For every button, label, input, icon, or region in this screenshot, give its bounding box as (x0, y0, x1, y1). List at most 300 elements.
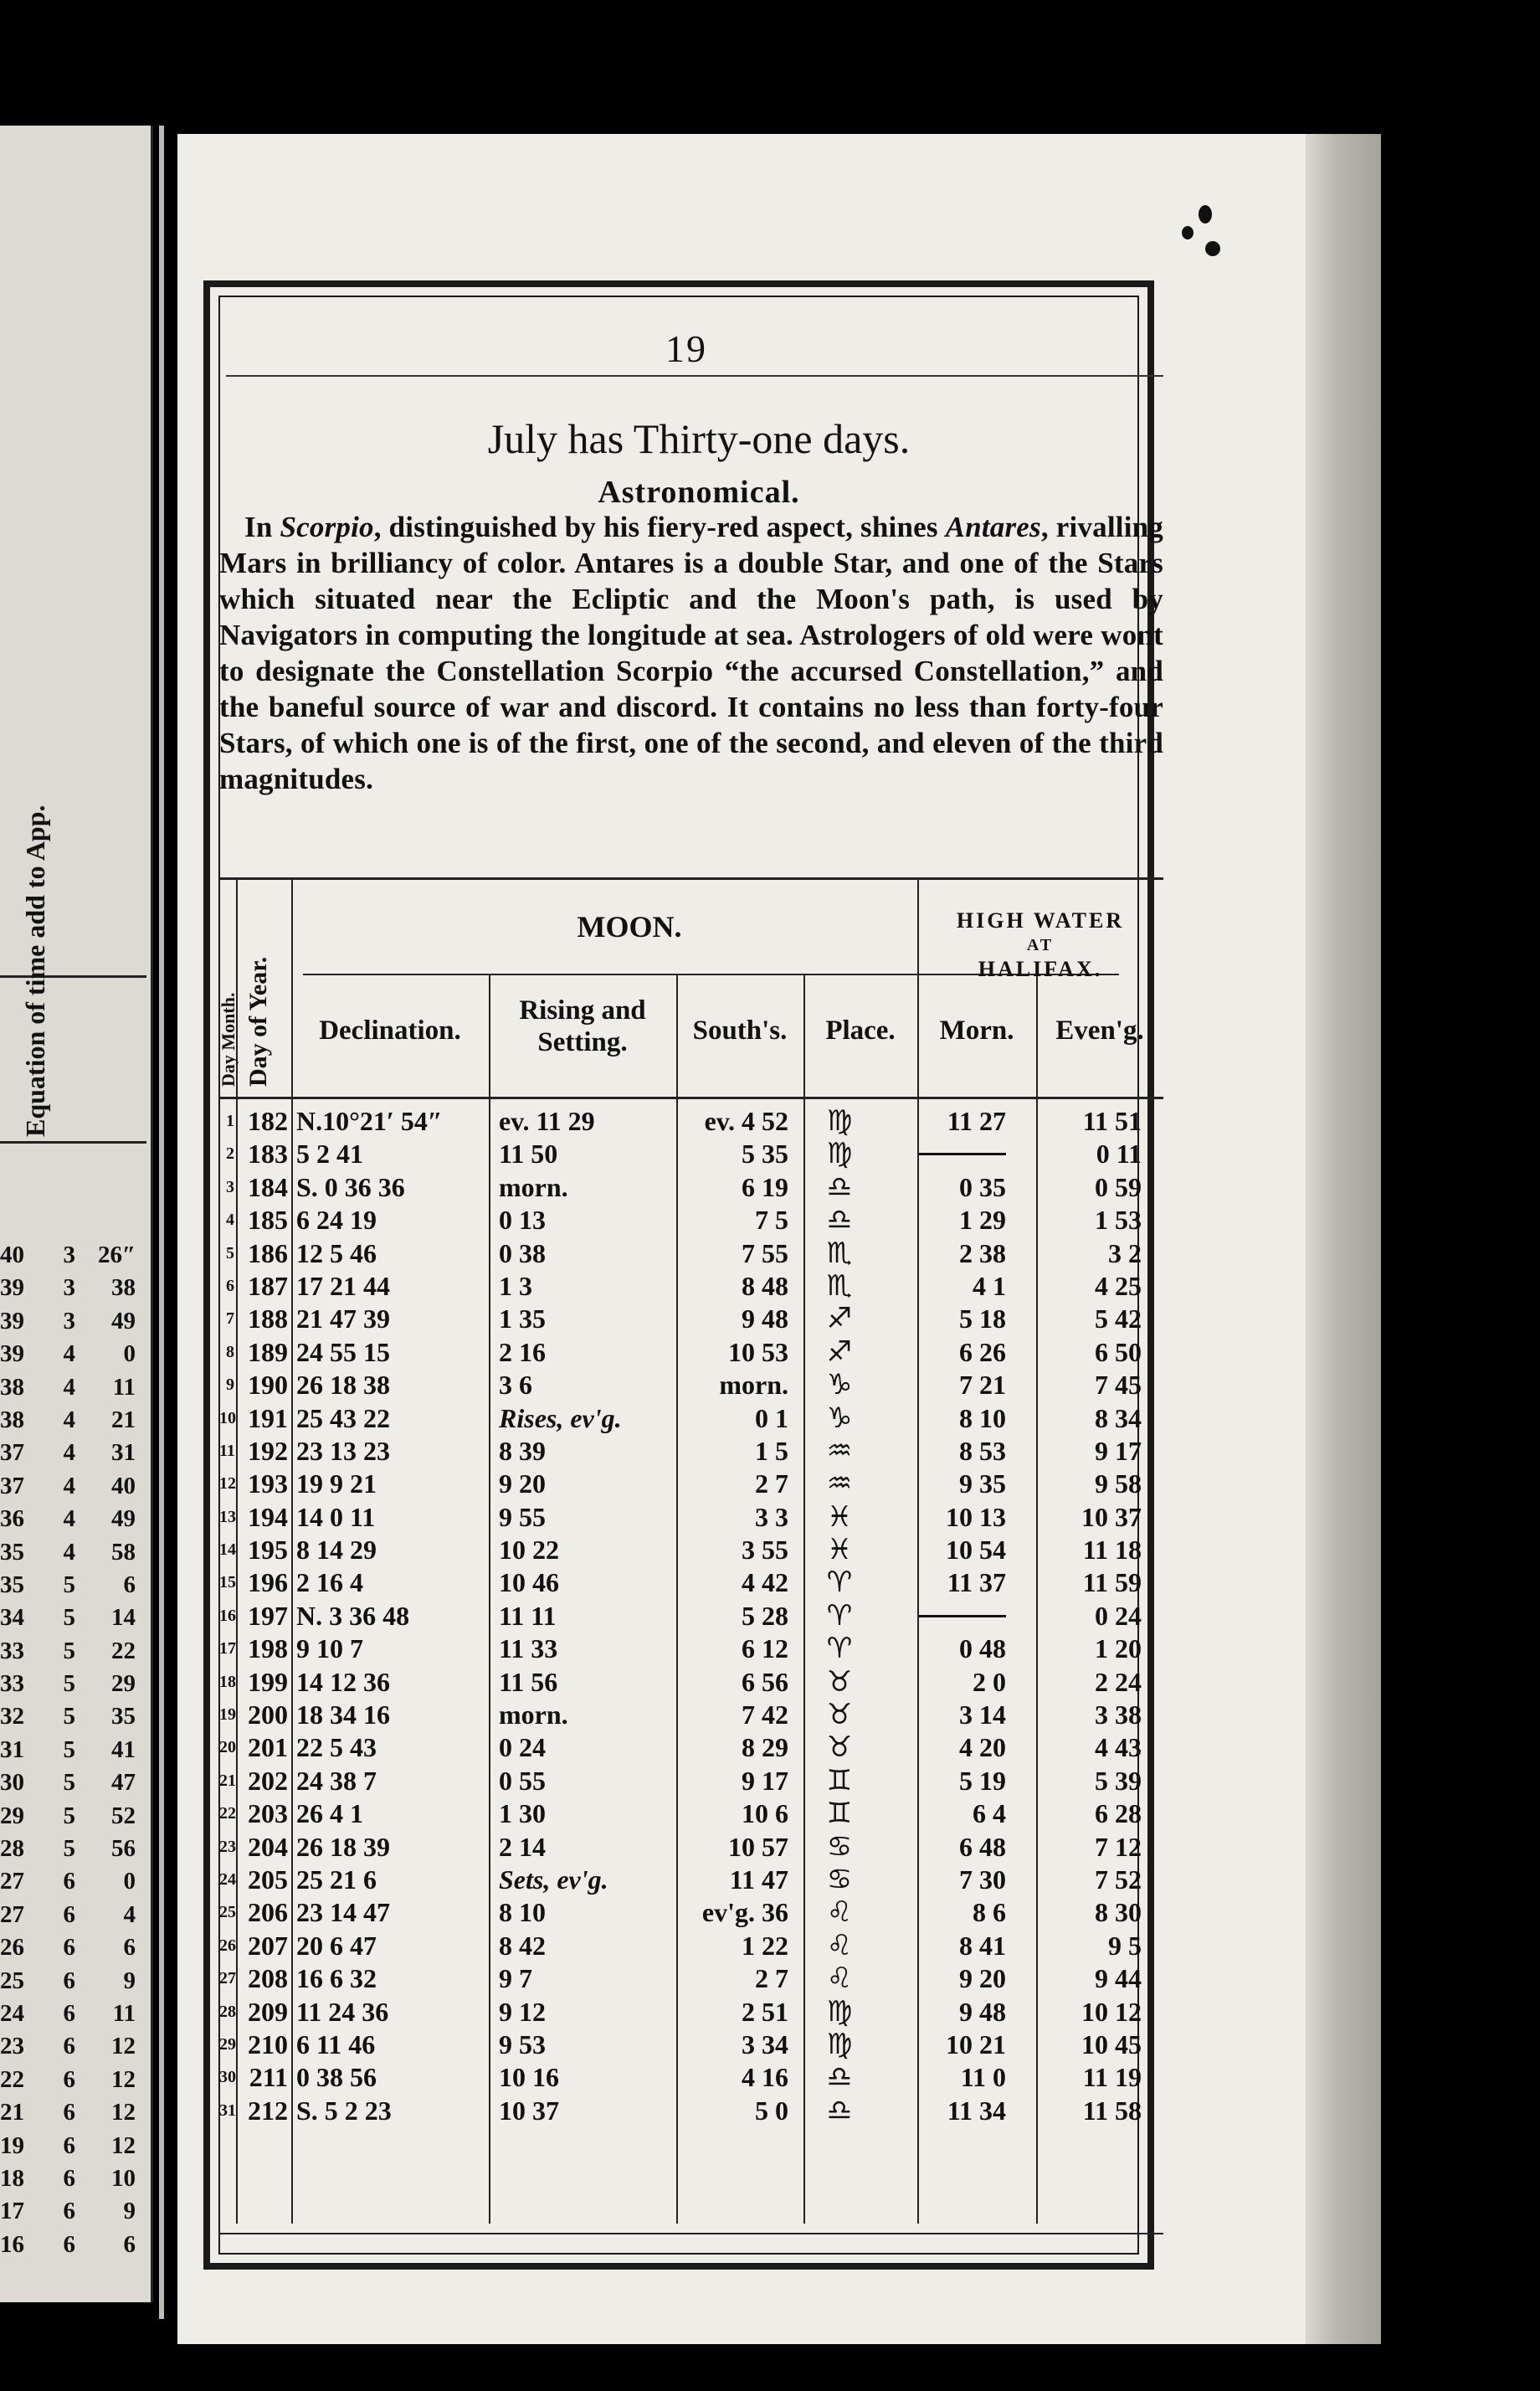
table-bottom-rule (219, 2233, 1163, 2234)
cell-day-of-month: 23 (219, 1837, 236, 1856)
cell-place-sign: ♌ (826, 1928, 853, 1962)
facing-page-row (0, 1899, 146, 1931)
cell-high-water-morning: 8 53 (959, 1435, 1006, 1466)
cell-day-of-year: 190 (248, 1370, 288, 1401)
paragraph-text (219, 509, 1163, 797)
cell-high-water-morning: 7 30 (959, 1864, 1006, 1895)
facing-page-cell: 12 (111, 2033, 136, 2060)
facing-page-cell: 10 (111, 2164, 136, 2192)
cell-day-of-year: 195 (248, 1535, 288, 1566)
cell-high-water-morning: 10 13 (946, 1501, 1006, 1532)
cell-declination: 16 6 32 (296, 1963, 377, 1994)
cell-rising-setting: 9 20 (499, 1468, 546, 1499)
cell-souths: 4 42 (742, 1567, 788, 1598)
cell-day-of-month: 4 (226, 1211, 234, 1230)
cell-rising-setting: 10 46 (499, 1567, 559, 1598)
facing-page-cell: 9 (123, 2198, 136, 2225)
cell-place-sign: ♉ (826, 1730, 853, 1765)
header-day-month: Day Month. (218, 992, 239, 1087)
cell-day-of-year: 197 (248, 1600, 288, 1631)
facing-page-cell: 3 (63, 1307, 75, 1334)
facing-page-cell: 4 (63, 1505, 75, 1533)
cell-souths: 0 1 (755, 1402, 788, 1433)
table-row (219, 1864, 1163, 1896)
cell-souths: 9 17 (742, 1765, 788, 1796)
cell-rising-setting: ev. 11 29 (499, 1106, 595, 1136)
cell-souths: 2 7 (755, 1468, 788, 1499)
facing-page-cell: 52 (111, 1802, 136, 1829)
facing-page-cell: 35 (0, 1571, 24, 1598)
cell-day-of-year: 182 (248, 1106, 288, 1136)
cell-place-sign: ♈ (826, 1566, 853, 1600)
cell-rising-setting: 1 3 (499, 1270, 532, 1301)
facing-page-cell: 4 (63, 1340, 75, 1368)
table-row (219, 1534, 1163, 1566)
table-row (219, 1699, 1163, 1731)
cell-high-water-morning: 0 35 (959, 1171, 1006, 1202)
cell-high-water-morning: 4 20 (959, 1732, 1006, 1763)
facing-page-cell: 58 (111, 1538, 136, 1566)
cell-day-of-month: 25 (219, 1903, 236, 1922)
cell-high-water-evening: 9 44 (1095, 1963, 1142, 1994)
table-row (219, 2061, 1163, 2094)
cell-rising-setting: 0 38 (499, 1237, 546, 1268)
header-rule (226, 375, 1163, 377)
scorpio-name: Scorpio (280, 511, 374, 543)
cell-high-water-evening: 11 58 (1082, 2095, 1142, 2126)
cell-souths: 5 35 (742, 1139, 788, 1170)
moon-table (219, 877, 1163, 2224)
cell-souths: 4 16 (742, 2062, 788, 2093)
facing-page-cell: 14 (111, 1604, 136, 1632)
facing-page-row (0, 1338, 146, 1370)
cell-high-water-morning: 5 19 (959, 1765, 1006, 1796)
section-heading: Astronomical. (598, 475, 800, 510)
cell-high-water-morning: 9 20 (959, 1963, 1006, 1994)
facing-page-cell: 4 (63, 1538, 75, 1566)
cell-high-water-evening: 4 43 (1095, 1732, 1142, 1763)
facing-page-cell: 6 (63, 2164, 75, 2192)
cell-high-water-evening: 2 24 (1095, 1666, 1142, 1697)
table-row (219, 1369, 1163, 1401)
facing-page-row (0, 1536, 146, 1569)
facing-page-cell: 3 (63, 1274, 75, 1302)
cell-souths: 7 42 (742, 1699, 788, 1730)
facing-page-cell: 33 (0, 1670, 24, 1698)
cell-place-sign: ♎ (826, 1203, 853, 1237)
cell-high-water-evening: 11 18 (1082, 1535, 1142, 1566)
cell-day-of-year: 201 (248, 1732, 288, 1763)
cell-high-water-evening: 0 59 (1095, 1171, 1142, 1202)
cell-souths: 7 55 (742, 1237, 788, 1268)
facing-page-cell: 30 (0, 1769, 24, 1797)
header-rising-setting (489, 995, 676, 1058)
cell-souths: 10 53 (728, 1336, 788, 1367)
cell-declination: 6 24 19 (296, 1205, 377, 1236)
cell-day-of-month: 31 (219, 2100, 236, 2120)
facing-page-cell: 32 (0, 1703, 24, 1730)
cell-declination: 20 6 47 (296, 1930, 377, 1961)
facing-page-cell: 35 (0, 1538, 24, 1566)
ink-speck (1199, 205, 1212, 224)
facing-page-cell: 6 (123, 1934, 136, 1962)
cell-rising-setting: 8 39 (499, 1435, 546, 1466)
cell-day-of-year: 200 (248, 1699, 288, 1730)
facing-page-cell: 37 (0, 1439, 24, 1467)
header-setting-line: Setting. (537, 1027, 628, 1057)
cell-souths: ev'g. 36 (701, 1897, 788, 1928)
table-row (219, 1501, 1163, 1534)
cell-place-sign: ♍ (826, 1994, 853, 2028)
cell-place-sign: ♐ (826, 1334, 853, 1369)
cell-place-sign: ♍ (826, 1104, 853, 1138)
facing-page-row (0, 1635, 146, 1668)
cell-high-water-evening: 5 39 (1095, 1765, 1142, 1796)
cell-souths: morn. (719, 1370, 788, 1401)
facing-page-row (0, 2096, 146, 2129)
facing-page-row (0, 1965, 146, 1998)
cell-declination: 26 4 1 (296, 1798, 363, 1829)
header-declination: Declination. (319, 1016, 461, 1046)
cell-souths: 8 29 (742, 1732, 788, 1763)
cell-declination: 6 11 46 (296, 2028, 376, 2059)
cell-day-of-month: 8 (226, 1342, 234, 1361)
cell-high-water-evening: 6 28 (1095, 1798, 1142, 1829)
cell-day-of-year: 198 (248, 1633, 288, 1664)
table-row (219, 1270, 1163, 1303)
cell-rising-setting: 11 11 (499, 1600, 557, 1631)
facing-page-row (0, 2195, 146, 2228)
cell-place-sign: ♐ (826, 1302, 853, 1336)
facing-page-cell: 4 (63, 1406, 75, 1433)
cell-souths: 7 5 (755, 1205, 788, 1236)
facing-page-cell: 38 (0, 1406, 24, 1433)
page-edge-shadow (1306, 134, 1381, 2344)
cell-high-water-evening: 7 45 (1095, 1370, 1142, 1401)
cell-high-water-evening: 3 38 (1095, 1699, 1142, 1730)
cell-rising-setting: morn. (499, 1699, 568, 1730)
cell-day-of-month: 28 (219, 2002, 236, 2021)
facing-page-cell: 17 (0, 2198, 24, 2225)
cell-day-of-year: 185 (248, 1205, 288, 1236)
cell-high-water-evening: 0 24 (1095, 1600, 1142, 1631)
table-row (219, 1566, 1163, 1599)
facing-page-cell: 35 (111, 1703, 136, 1730)
cell-day-of-month: 26 (219, 1936, 236, 1955)
intro-text-middle: , distinguished by his fiery-red aspect, shines (373, 511, 946, 543)
facing-page-row (0, 2030, 146, 2063)
cell-declination: 9 10 7 (296, 1633, 363, 1664)
facing-page-row (0, 1865, 146, 1898)
table-row (219, 1765, 1163, 1797)
cell-day-of-year: 196 (248, 1567, 288, 1598)
header-high-water-line1: HIGH WATER (956, 908, 1125, 933)
facing-page-cell: 6 (123, 1571, 136, 1598)
cell-rising-setting: 9 7 (499, 1963, 532, 1994)
facing-page-cell: 9 (123, 1967, 136, 1994)
table-row (219, 2095, 1163, 2127)
cell-high-water-morning: 10 54 (946, 1535, 1006, 1566)
cell-declination: 11 24 36 (296, 1996, 389, 2027)
table-body (219, 1105, 1163, 2127)
cell-day-of-month: 2 (226, 1144, 234, 1164)
facing-page-row (0, 2162, 146, 2195)
facing-page-cell: 33 (0, 1637, 24, 1664)
cell-place-sign: ♏ (826, 1268, 853, 1303)
table-row (219, 1600, 1163, 1633)
cell-declination: 23 13 23 (296, 1435, 390, 1466)
facing-page-row (0, 1470, 146, 1503)
facing-page-cell: 5 (63, 1604, 75, 1632)
cell-high-water-morning: 11 34 (947, 2095, 1006, 2126)
cell-high-water-evening: 9 58 (1095, 1468, 1142, 1499)
cell-place-sign: ♑ (826, 1401, 853, 1435)
facing-page-cell: 6 (63, 2230, 75, 2258)
facing-page-cell: 6 (63, 1868, 75, 1895)
cell-rising-setting: 0 24 (499, 1732, 546, 1763)
header-high-water (917, 906, 1163, 985)
facing-page-row (0, 1700, 146, 1733)
cell-souths: 1 22 (742, 1930, 788, 1961)
cell-place-sign: ♑ (826, 1368, 853, 1402)
cell-declination: S. 0 36 36 (296, 1171, 405, 1202)
facing-page-cell: 5 (63, 1670, 75, 1698)
cell-day-of-month: 16 (219, 1606, 236, 1625)
facing-page-cell: 0 (123, 1340, 136, 1368)
facing-page-cell: 19 (0, 2131, 24, 2159)
cell-rising-setting: 8 10 (499, 1897, 546, 1928)
cell-day-of-year: 189 (248, 1336, 288, 1367)
cell-day-of-month: 5 (226, 1243, 234, 1262)
cell-souths: 6 19 (742, 1171, 788, 1202)
cell-day-of-month: 12 (219, 1474, 236, 1494)
cell-rising-setting: 2 16 (499, 1336, 546, 1367)
facing-page-cell: 31 (111, 1439, 136, 1467)
cell-high-water-evening: 10 12 (1081, 1996, 1142, 2027)
cell-high-water-evening: 9 5 (1108, 1930, 1142, 1961)
facing-page-cell: 47 (111, 1769, 136, 1797)
facing-page-cell: 4 (123, 1900, 136, 1928)
facing-page-cell: 5 (63, 1835, 75, 1863)
cell-high-water-morning: 6 48 (959, 1831, 1006, 1862)
cell-souths: 5 28 (742, 1600, 788, 1631)
table-row (219, 2028, 1163, 2061)
facing-page-cell: 24 (0, 1999, 24, 2027)
cell-high-water-evening: 5 42 (1095, 1303, 1142, 1334)
facing-page-cell: 6 (63, 2099, 75, 2126)
table-row (219, 1731, 1163, 1764)
cell-declination: 25 21 6 (296, 1864, 377, 1895)
facing-page-row (0, 1602, 146, 1634)
cell-souths: 5 0 (755, 2095, 788, 2126)
facing-page-row (0, 1833, 146, 1865)
cell-high-water-morning (919, 1138, 1006, 1155)
cell-place-sign: ♌ (826, 1962, 853, 1996)
cell-place-sign: ♍ (826, 1137, 853, 1171)
cell-souths: 6 12 (742, 1633, 788, 1664)
cell-souths: 2 51 (742, 1996, 788, 2027)
facing-page-cell: 49 (111, 1505, 136, 1533)
cell-declination: N.10°21′ 54″ (296, 1106, 443, 1136)
cell-day-of-year: 203 (248, 1798, 288, 1829)
cell-day-of-year: 199 (248, 1666, 288, 1697)
facing-page-cell: 23 (0, 2033, 24, 2060)
month-title: July has Thirty-one days. (487, 415, 911, 462)
intro-text-start: In (244, 511, 280, 543)
table-row (219, 1896, 1163, 1929)
cell-place-sign: ♋ (826, 1829, 853, 1864)
cell-declination: 8 14 29 (296, 1535, 377, 1566)
cell-high-water-morning: 0 48 (959, 1633, 1006, 1664)
cell-rising-setting: 1 30 (499, 1798, 546, 1829)
header-moon: MOON. (577, 910, 682, 944)
facing-page-cell: 39 (0, 1340, 24, 1368)
header-high-water-line3: HALIFAX. (978, 957, 1103, 981)
facing-page-row (0, 1503, 146, 1535)
header-evening: Even'g. (1055, 1016, 1144, 1046)
cell-day-of-year: 208 (248, 1963, 288, 1994)
facing-page-cell: 0 (123, 1868, 136, 1895)
facing-page-cell: 28 (0, 1835, 24, 1863)
cell-day-of-month: 29 (219, 2034, 236, 2054)
cell-place-sign: ♎ (826, 1170, 853, 1204)
facing-page-cell: 29 (0, 1802, 24, 1829)
page-gutter (159, 126, 164, 2319)
cell-day-of-month: 1 (226, 1112, 234, 1130)
cell-day-of-year: 205 (248, 1864, 288, 1895)
facing-page-cell: 21 (111, 1406, 136, 1433)
table-row (219, 1468, 1163, 1500)
cell-high-water-morning: 2 0 (973, 1666, 1006, 1697)
cell-declination: 26 18 39 (296, 1831, 390, 1862)
cell-day-of-year: 206 (248, 1897, 288, 1928)
facing-page-cell: 12 (111, 2065, 136, 2093)
facing-page-row (0, 1272, 146, 1304)
header-day-of-year: Day of Year. (244, 956, 272, 1087)
cell-high-water-morning: 8 41 (959, 1930, 1006, 1961)
cell-souths: 8 48 (742, 1270, 788, 1301)
table-row (219, 1633, 1163, 1665)
cell-high-water-evening: 10 37 (1081, 1501, 1142, 1532)
cell-high-water-morning: 9 35 (959, 1468, 1006, 1499)
table-row (219, 1435, 1163, 1468)
cell-place-sign: ♊ (826, 1763, 853, 1797)
cell-souths: 3 34 (742, 2028, 788, 2059)
table-row (219, 1996, 1163, 2028)
cell-souths: 3 55 (742, 1535, 788, 1566)
facing-page-cell: 6 (63, 2198, 75, 2225)
cell-high-water-evening: 7 12 (1095, 1831, 1142, 1862)
cell-rising-setting: Rises, ev'g. (499, 1402, 622, 1433)
cell-rising-setting: Sets, ev'g. (499, 1864, 608, 1895)
cell-high-water-morning: 11 37 (947, 1567, 1006, 1598)
facing-page-cell: 12 (111, 2131, 136, 2159)
cell-souths: 3 3 (755, 1501, 788, 1532)
facing-page-cell: 40 (111, 1472, 136, 1499)
cell-declination: 24 55 15 (296, 1336, 390, 1367)
cell-high-water-morning: 3 14 (959, 1699, 1006, 1730)
cell-day-of-year: 183 (248, 1139, 288, 1170)
cell-day-of-month: 24 (219, 1869, 236, 1889)
table-top-rule (219, 877, 1163, 880)
facing-page-cell: 26″ (97, 1242, 136, 1268)
facing-page-cell: 26 (0, 1934, 24, 1962)
cell-rising-setting: 11 50 (499, 1139, 558, 1170)
facing-page-row (0, 1766, 146, 1799)
cell-rising-setting: 0 13 (499, 1205, 546, 1236)
facing-page-row (0, 2130, 146, 2162)
table-row (219, 1105, 1163, 1138)
facing-page-cell: 25 (0, 1967, 24, 1994)
facing-page-cell: 38 (111, 1274, 136, 1302)
facing-page-cell: 11 (112, 1373, 136, 1401)
cell-place-sign: ♓ (826, 1533, 853, 1567)
table-row (219, 1237, 1163, 1270)
facing-page-cell: 6 (63, 2033, 75, 2060)
cell-declination: 22 5 43 (296, 1732, 377, 1763)
cell-place-sign: ♎ (826, 2093, 853, 2127)
cell-day-of-year: 193 (248, 1468, 288, 1499)
table-row (219, 1204, 1163, 1237)
table-row (219, 1402, 1163, 1435)
cell-day-of-month: 15 (219, 1573, 236, 1592)
facing-page-row (0, 1668, 146, 1700)
cell-souths: ev. 4 52 (704, 1106, 788, 1136)
cell-day-of-month: 17 (219, 1639, 236, 1658)
facing-page-cell: 4 (63, 1472, 75, 1499)
facing-page-row (0, 1239, 146, 1272)
cell-high-water-evening: 10 45 (1081, 2028, 1142, 2059)
cell-rising-setting: 0 55 (499, 1765, 546, 1796)
cell-souths: 9 48 (742, 1303, 788, 1334)
header-place: Place. (825, 1016, 896, 1046)
facing-page-row (0, 1371, 146, 1404)
cell-day-of-month: 22 (219, 1804, 236, 1823)
cell-day-of-month: 19 (219, 1705, 236, 1725)
facing-page-cell: 16 (0, 2230, 24, 2258)
cell-high-water-evening: 8 30 (1095, 1897, 1142, 1928)
table-row (219, 1138, 1163, 1170)
cell-place-sign: ♋ (826, 1862, 853, 1896)
facing-page-cell: 39 (0, 1274, 24, 1302)
cell-souths: 10 6 (742, 1798, 788, 1829)
cell-high-water-morning: 4 1 (973, 1270, 1006, 1301)
facing-page-cell: 6 (63, 1967, 75, 1994)
facing-page-cell: 5 (63, 1571, 75, 1598)
cell-declination: 2 16 4 (296, 1567, 363, 1598)
facing-page-cell: 3 (63, 1242, 75, 1268)
cell-day-of-year: 187 (248, 1270, 288, 1301)
cell-high-water-evening: 6 50 (1095, 1336, 1142, 1367)
facing-page-row (0, 2229, 146, 2261)
cell-rising-setting: 11 56 (499, 1666, 558, 1697)
cell-rising-setting: 10 16 (499, 2062, 559, 2093)
table-row (219, 1336, 1163, 1369)
cell-rising-setting: 10 22 (499, 1535, 559, 1566)
cell-high-water-evening: 9 17 (1095, 1435, 1142, 1466)
cell-place-sign: ♒ (826, 1433, 853, 1468)
facing-page-cell: 21 (0, 2099, 24, 2126)
cell-place-sign: ♉ (826, 1698, 853, 1732)
table-row (219, 1962, 1163, 1995)
antares-name: Antares (945, 511, 1041, 543)
cell-declination: 25 43 22 (296, 1402, 390, 1433)
facing-page-cell: 5 (63, 1637, 75, 1664)
facing-page-row (0, 1931, 146, 1964)
cell-day-of-month: 27 (219, 1969, 236, 1988)
cell-high-water-evening: 1 53 (1095, 1205, 1142, 1236)
cell-souths: 1 5 (755, 1435, 788, 1466)
